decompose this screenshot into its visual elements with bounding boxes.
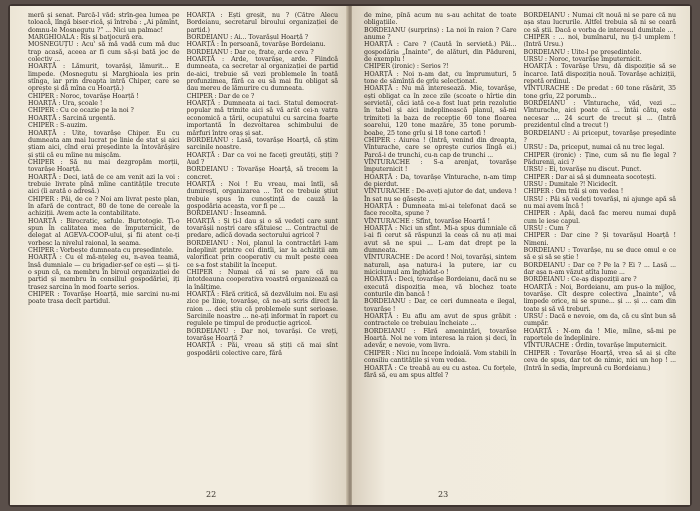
paragraph: URSU : Ei, tovarășe nu discut. Punct. xyxy=(523,166,642,174)
paragraph: HOARȚĂ : Și ți-l dau și o să vedeți care sunt tovarășii noștri care sfătuiesc ... Contractul de predare, adică dovada sectorului agricol ? xyxy=(186,217,338,240)
paragraph: BORDEIANU : Tovarășe, nu se duce omul e ce să e și să se știe ! xyxy=(523,247,676,262)
paragraph: CHIPER : Aiurea ! (Intră, venind din dreapta, Vînturache, care se oprește curios lîngă ei.) Parcă-i de trunchi, cu-n cap de trunchi ... xyxy=(364,136,517,159)
right-page-column-1 xyxy=(364,12,517,482)
left-page-column-1 xyxy=(28,12,180,482)
paragraph: BORDEIANU : Ce-aș dispoziții are ? xyxy=(523,276,637,284)
paragraph: URSU : Noroc, tovarășe împuternicit. xyxy=(523,56,642,64)
paragraph: HOARȚĂ : Cu el mă-nțeleg eu, n-avea teamă, însă dumniale — cu brigadier-șef ce ești — și ți-o spun că, ca membru în biroul organizației de partid și membru în consiliul gospodăriei, iți trasez sarcina în mod foarte serios. xyxy=(28,254,180,291)
paragraph: VÎNTURACHE : De-aveți ajutor de dat, undeva ! În sat nu se găsește ... xyxy=(364,188,517,203)
paragraph: URSU : Păi să vedeți tovarăși, ni ajunge apă să nu mai avem încă ! xyxy=(523,195,676,210)
paragraph: CHIPER : Numai că ni se pare că nu întotdeauna cooperativa voastră organizează ca la înălțime. xyxy=(186,269,338,291)
paragraph: BORDEIANU : Înseamnă. xyxy=(186,210,267,218)
paragraph: HOARȚĂ : Dumneata ai taci. Statul democrat-popular mă trimite aici să vă arăt cei-n vatra economică a țării, ocupatului cu sarcina foarte importantă în dezvoltarea schimbului de mărfuri între oraș și sat. xyxy=(186,100,338,137)
paragraph: HOARȚĂ : Eu aflu am avut de spus grăbit : contractele ce trebuiau încheiate ... xyxy=(364,313,517,328)
paragraph: CHIPER : Cu ce ocazie pe la noi ? xyxy=(28,107,134,115)
paragraph: HOARȚĂ : Uite, tovarășe Chiper. Eu cu dumneata am mai lucrat pe linie de stat și aici știam aici, cînd erai președinte la întovărășire și știi că eu mîine nu mișcăm. xyxy=(28,129,180,159)
paragraph: VÎNTURACHE : De acord ! Noi, tovarăși, sintem naturali, așa natura-i la putere, iar cu miciciumul am înghidat-o ! xyxy=(364,254,517,277)
paragraph: BORDEIANU : Noi, planul la contractări l-am îndeplinit printre cei dintîi, iar la achiziții am valorificat prin cooperativ cu mult peste ceea ce s-a fost stabilit la început. xyxy=(186,239,338,269)
paragraph: HOARȚĂ : Fără critică, să dezvăluim noi. Eu ași zice pe linie, tovarășe, că ne-ați scris direct la raion ... deci știu că problemele sunt serioase. Sarcinile noastre ... ne-ați informat în raport cu regulele pe timpul de producție agricol. xyxy=(186,291,338,328)
paragraph: HOARȚĂ : Ești greșit, nu ? (Către Alecu Bordeianu, secretarul biroului organizației de partid.) xyxy=(186,12,338,34)
paragraph: CHIPER : Să nu mai dezgropăm morții, tovarășe Hoarță. xyxy=(28,158,180,174)
paragraph: BORDEIANU : Dar ce, frate, arde ceva ? xyxy=(186,48,314,56)
paragraph: CHIPER : Vorbește dumneata cu președintele. xyxy=(28,247,174,254)
paragraph: VÎNTURACHE : De predat : 60 tone răsărit, 35 tone grîu, 22 porumb... xyxy=(523,85,676,100)
paragraph: CHIPER : Dar ai să și dumneata socotești. xyxy=(523,173,657,181)
paragraph: CHIPER : Noroc, tovarășe Hoarță ! xyxy=(28,92,139,100)
paragraph: CHIPER : Om trăi și om vedea ! xyxy=(523,188,624,196)
paragraph: HOARȚĂ : Birocratic, sefule. Burtotogie. Ți-o spun în calitatea mea de împuternicit, de delegat al AGEVA-COOP-ului, și fii atent ce-ți vorbesc la nivelul raional, la seama. xyxy=(28,217,180,247)
paragraph: VÎNTURACHE : Sfînt, tovarășe Hoarță ! xyxy=(364,217,490,225)
paragraph: HOARȚĂ : Dumneata mi-ai telefonat dacă se face recolta, spune ? xyxy=(364,202,517,218)
paragraph: CHIPER : Tovarășe Hoarță, mie sarcini nu-mi poate trasa decît partidul. xyxy=(28,291,180,306)
paragraph: URSU : Dumitale ?! Nicidecît. xyxy=(523,180,618,188)
paragraph: MARGHIOALA : Rîs și batjocură era. xyxy=(28,34,144,42)
paragraph: HOARȚĂ : Sarcină urgentă. xyxy=(28,114,116,122)
left-page xyxy=(10,6,348,505)
left-page-column-2 xyxy=(187,12,339,482)
paragraph: HOARȚĂ : Noi, Bordeianu, am pus-o la mijloc, tovarășe. Cît despre colectiva „Înainte”, vă limpede orice, ni se spune... și ... și ... cam din toate și să vă treburi. xyxy=(523,283,676,313)
paragraph: BORDEIANU : Numai cît nouă ni se pare că nu așa stau lucrurile. Altfel trebuia să ni se ceară ce să știi. Dacă e vorba de interesul dumitale ... xyxy=(523,12,676,34)
right-page-number: 23 xyxy=(438,490,449,499)
paragraph: HOARȚĂ : Arde, tovarășe, arde. Fiindcă dumneata, ca secretar al organizației de partid de-aici, trebuie să vezi problemele în toată profunzimea, fără ca eu să mai fiu obligat să dau mereu de lămurire cu dumneata. xyxy=(186,56,338,93)
paragraph: BORDEIANU : Uite-l pe președintele. xyxy=(523,48,642,56)
right-page xyxy=(352,6,690,505)
paragraph: HOARȚĂ : În persoană, tovarășe Bordeianu. xyxy=(186,41,326,49)
paragraph: HOARȚĂ : Dar ca voi ne faceți greutăți, știți ? Aud ? xyxy=(186,151,338,166)
paragraph: HOARȚĂ : Care ? (Caută în servietă.) Păi... gospodăria „Înainte”, de alături, din Pădureni, de exemplu ! xyxy=(364,41,517,64)
paragraph: BORDEIANU : Lasă, tovarășe Hoarță, că știm sarcinile noastre. xyxy=(186,136,338,152)
paragraph: BORDEIANU : Dar noi, tovarăși. Ce vreți, tovarășe Hoarță ? xyxy=(186,327,338,343)
left-page-columns xyxy=(28,12,338,482)
paragraph: HOARȚĂ : Păi, vreau să știți că mai sînt gospodării colective care, fără xyxy=(186,342,338,357)
paragraph: CHIPER (ironic) : Serios ?! xyxy=(364,63,449,71)
paragraph: BORDEIANU : Ai... Tovarășul Hoarță ? xyxy=(186,34,309,42)
paragraph: HOARȚĂ : Noi ! Eu vreau, mai întîi, să dumirești, organizarea ... Tot ce trebuie știut trebuie spus în cunoștință de cauză la gospodăria aceasta, vor fi pe ... xyxy=(186,180,338,210)
paragraph: HOARȚĂ : Ura, școale ! xyxy=(28,100,103,108)
paragraph: BORDEIANU : Ai priceput, tovarășe președinte ? xyxy=(523,129,676,144)
paragraph: CHIPER : Tovarășe Hoarță, vrea să ai și cîte ceva de spus, dar tot de nimic, nici un hop ! ... (Intră în sedia, împreună cu Bordeianu.) xyxy=(523,349,676,372)
paragraph: URSU : Da, priceput, numai că nu trec legal. xyxy=(523,144,665,152)
paragraph: URSU : Dacă e nevoie, om da, că cu sînt bun să cumpăr. xyxy=(523,313,676,328)
left-page-number: 22 xyxy=(206,490,217,499)
paragraph: CHIPER : Apăi, dacă fac mereu numai după cum le iese capul. xyxy=(523,210,676,225)
paragraph: CHIPER (ironic) : Ține, cum să nu fie legal ? Pădurenii, aici ? xyxy=(523,151,676,166)
paragraph: de mine, pînă acum nu s-au achitat de toate obligațiile. xyxy=(364,12,517,27)
paragraph: HOARȚĂ : Ce treabă au eu cu astea. Cu forțele, fără să, eu am spus altfel ? xyxy=(364,364,517,379)
paragraph: HOARȚĂ : Nu mă interesează. Mie, tovarășe, ești obligat ca în zece zile (scoate o hîrtie din servietă), căci iată ce-a fost luat prin rezolutie în tabel și aici indeplinească planul, să-mi trimiteți la baza de recepție 60 tone floarea soarelui, 120 tone mazăre, 35 tone porumb-boabe, 25 tone grîu și 18 tone cartofi ! xyxy=(364,85,517,137)
paragraph: meră și senat. Parcă-l văd: strîn-gea lumea pe toloacă, lîngă biser-rică, și întreba : „Ai pămînt, domnu-le Mosnegutu ?” ... Nici un palmac! xyxy=(28,12,180,34)
paragraph: BORDEIANU : Tovarășe Hoarță, să trecem la concret. xyxy=(186,166,338,181)
paragraph: HOARȚĂ : Da, tovarășe Vînturache, n-am timp de pierdut. xyxy=(364,173,517,188)
paragraph: BORDEIANU (surprins) : La noi în raion ? Care anume ? xyxy=(364,26,517,42)
paragraph: CHIPER : Dar de ce ? xyxy=(186,92,255,100)
paragraph: VÎNTURACHE : Ordin, tovarășe împuternicit. xyxy=(523,342,667,350)
paragraph: CHIPER : Dar cine ? Și tovarășul Hoarță ! Nimeni. xyxy=(523,232,676,247)
paragraph: CHIPER : S-auzim. xyxy=(28,122,88,130)
right-page-columns xyxy=(364,12,676,482)
paragraph: CHIPER : Păi, de ce ? Noi am livrat peste plan, în afară de contract, 80 de tone de cereale la achiziții. Avem acte la contabilitate. xyxy=(28,195,180,218)
right-page-column-2 xyxy=(524,12,677,482)
paragraph: HOARȚĂ : Deci, iată de ce am venit azi la voi : trebuie livrate pînă mîine cantitățile trecute aici (îi arată o adresă.) xyxy=(28,173,180,196)
paragraph: HOARȚĂ : Lămurit, tovarăși, lămurit... E limpede. (Mosnegutu și Marghioala ies prin stînga, iar prin dreapta intră Chiper, care se oprește și dă mîna cu Hoarță.) xyxy=(28,63,180,93)
paragraph: CHIPER : ... noi, bumînarul, nu ți-l umplem ! (Intră Ursu.) xyxy=(523,34,676,49)
paragraph: URSU : Cum ? xyxy=(523,224,569,232)
paragraph: HOARȚĂ : Tovarășe Ursu, dă dispoziție să se încarce. Iată dispoziția nouă. Tovarășe achiziții, repetă ordinul. xyxy=(523,63,676,86)
book-spread xyxy=(8,4,692,507)
paragraph: BORDEIANU : Fără amenințări, tovarășe Hoarță. Noi ne vom interesa la raion și deci, în adevăr, e nevoie, vom livra. xyxy=(364,327,517,350)
paragraph: MOSNEGUȚU : Acu' să mă vadă cum mă duc trap acasă, aceea ar fi cum să-și bată joc de colectiv ... xyxy=(28,41,180,64)
paragraph: HOARȚĂ : Noi n-am dat, cu împrumuturi, 5 tone de sămînță de grîu selecționat. xyxy=(364,70,517,86)
paragraph: BORDEIANU : Vînturache, văd, vezi ... Vînturache, aici poate că ... întâi cătu, este necesar ... 24 scurt de trecut și ... (Intră prezidentul cînd a trecut !) xyxy=(523,100,676,130)
paragraph: BORDEIANU : Dar, ce ceri dumneata e ilegal, tovarășe ! xyxy=(364,298,517,313)
paragraph: CHIPER : Nici nu începe îndoială. Vom stabili în consiliu cantitățile și vom vedea. xyxy=(364,349,517,365)
paragraph: HOARȚĂ : Deci, tovarășe Bordeianu, dacă nu se execută dispoziția mea, vă blochez toate conturile din bancă ! xyxy=(364,276,517,299)
paragraph: BORDEIANU : Dar ce ? Pe la ? Ei ? ... Lasă ... dar așa n-am văzut atîta lume ... xyxy=(523,261,676,277)
paragraph: VÎNTURACHE : S-a arenjat, tovarășe împuternicit ! xyxy=(364,158,517,174)
paragraph: HOARȚĂ : Nici un sfînt. Mi-a spus dumniale că i-ai fi cerut să răspunzi la ceas că nu ați mai avut să ne spui ... L-am dat drept pe la dumneata. xyxy=(364,224,517,254)
paragraph: HOARȚĂ : N-om da ! Mie, mîine, să-mi pe raportele de îndeplinire. xyxy=(523,327,676,343)
